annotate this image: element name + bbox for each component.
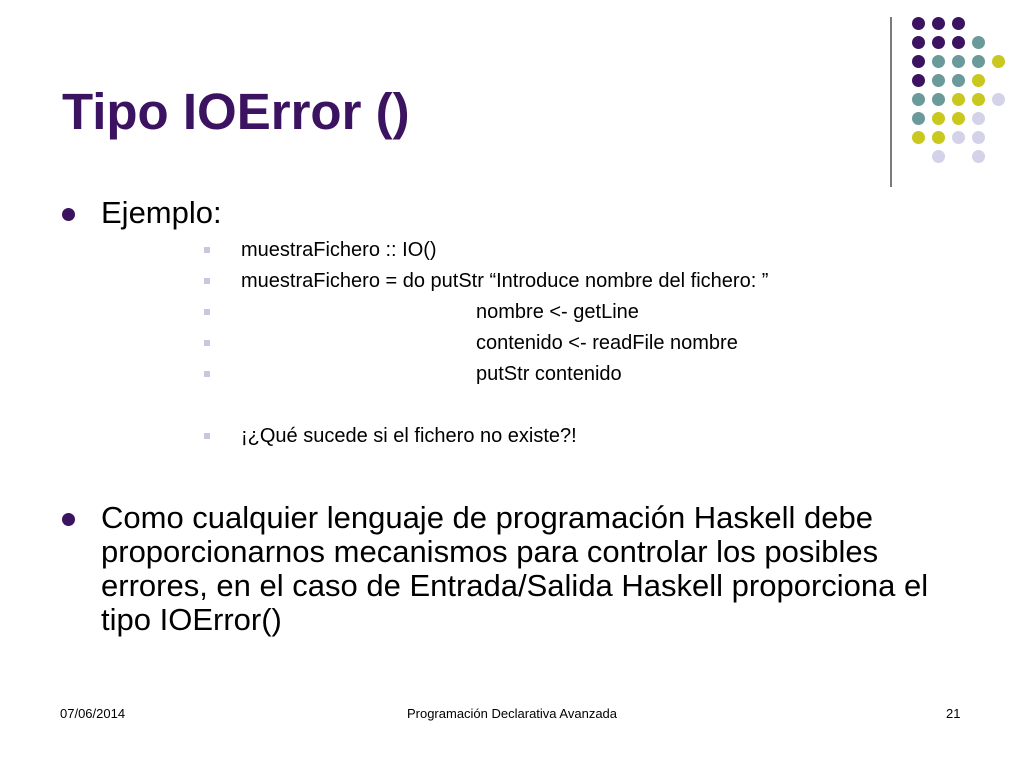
decorative-dot [932,112,945,125]
square-bullet-icon [204,371,210,377]
decorative-dot [952,55,965,68]
decorative-dot [912,131,925,144]
decorative-dot [972,93,985,106]
footer-date: 07/06/2014 [60,706,126,721]
square-bullet-icon [204,278,210,284]
decorative-dot [972,55,985,68]
decorative-dot [972,150,985,163]
decorative-dot [952,74,965,87]
sub-item [204,331,964,355]
sub-item [204,362,964,386]
sub-item-empty [204,393,964,417]
sub-item-text: contenido <- readFile nombre [476,332,738,354]
decorative-dot [932,131,945,144]
square-bullet-icon [204,433,210,439]
footer-course-title: Programación Declarativa Avanzada [406,706,618,721]
decorative-dot [932,93,945,106]
bullet-dot-icon [62,513,75,526]
sub-item [204,269,964,293]
decorative-dot [952,17,965,30]
decorative-dot [932,36,945,49]
decorative-dot [952,131,965,144]
decorative-dot [912,112,925,125]
slide-title: Tipo IOError () [62,83,410,140]
decorative-dot [972,74,985,87]
decorative-dot [912,55,925,68]
decorative-dot [952,112,965,125]
sub-item [204,300,964,324]
sub-item-text: ¡¿Qué sucede si el fichero no existe?! [241,425,577,447]
decorative-dot [912,74,925,87]
bullet-dot-icon [62,208,75,221]
decorative-dot [952,36,965,49]
decorative-dot [932,74,945,87]
sub-item [204,238,964,262]
bullet-como [62,501,962,641]
decorative-dot [952,93,965,106]
decorative-dot [932,17,945,30]
decorative-dot [972,36,985,49]
decorative-dot [912,17,925,30]
square-bullet-icon [204,309,210,315]
decorative-dot [912,93,925,106]
decorative-dot [972,131,985,144]
decorative-dot [992,55,1005,68]
sub-item [204,424,964,448]
square-bullet-icon [204,247,210,253]
sub-item-text: muestraFichero :: IO() [241,239,437,261]
sub-item-text: nombre <- getLine [476,301,639,323]
bullet-ejemplo [62,196,962,236]
footer-page-number: 21 [946,706,961,721]
sub-item-text: muestraFichero = do putStr “Introduce nombre del fichero: ” [241,270,769,292]
decorative-dot [912,36,925,49]
decorative-dot [992,93,1005,106]
sub-item-text: putStr contenido [476,363,622,385]
decorative-dot [972,112,985,125]
bullet-text: Ejemplo: [101,195,222,230]
decorative-dot [932,55,945,68]
decorative-dot [932,150,945,163]
title-divider-line [890,17,892,187]
square-bullet-icon [204,340,210,346]
bullet-text: Como cualquier lenguaje de programación Haskell debe proporcionarnos mecanismos para controlar los posibles errores, en el caso de Entrada/Salida Haskell proporciona el tipo IOError() [101,500,929,637]
